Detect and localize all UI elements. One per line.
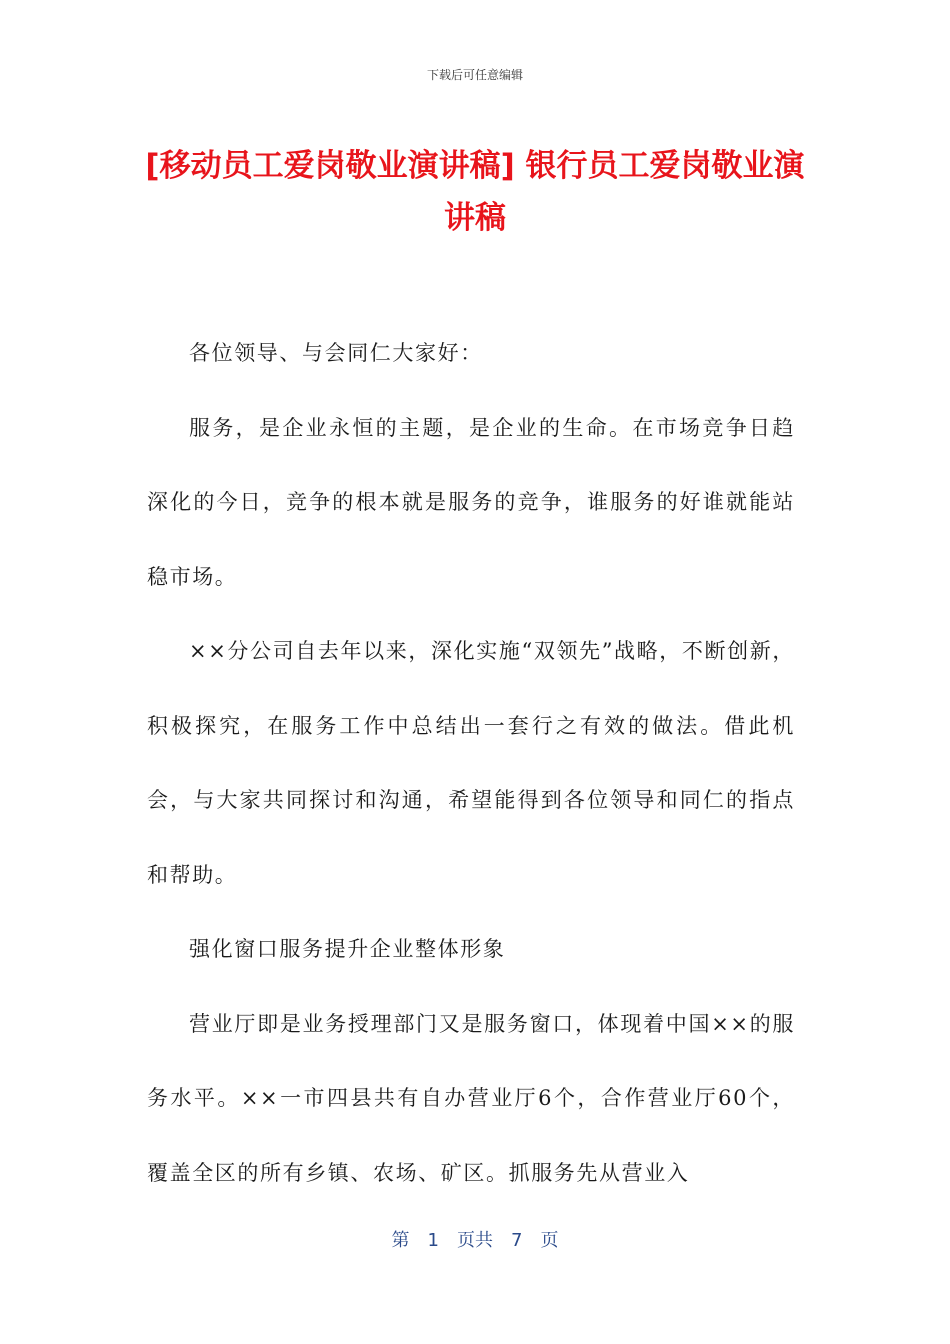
paragraph-greeting: 各位领导、与会同仁大家好： bbox=[189, 341, 483, 365]
footer-total-pages: 7 bbox=[511, 1230, 523, 1251]
footer-current-page: 1 bbox=[427, 1230, 439, 1251]
paragraph-business-hall: 营业厅即是业务授理部门又是服务窗口，体现着中国××的服务水平。××一市四县共有自办营业厅6个，合作营业厅60个，覆盖全区的所有乡镇、农场、矿区。抓服务先从营业入 bbox=[147, 1011, 795, 1185]
document-body bbox=[147, 316, 795, 1210]
document-title: [移动员工爱岗敬业演讲稿] 银行员工爱岗敬业演讲稿 bbox=[145, 148, 805, 236]
paragraph-branch-strategy: ××分公司自去年以来，深化实施“双领先”战略，不断创新，积极探究，在服务工作中总结出一套行之有效的做法。借此机会，与大家共同探讨和沟通，希望能得到各位领导和同仁的指点和帮助。 bbox=[147, 639, 795, 887]
footer-page-mid: 页共 bbox=[457, 1230, 493, 1251]
paragraph-section-heading: 强化窗口服务提升企业整体形象 bbox=[189, 937, 506, 961]
page-footer bbox=[0, 1226, 950, 1252]
footer-page-suffix: 页 bbox=[540, 1230, 559, 1251]
paragraph-service-theme: 服务，是企业永恒的主题，是企业的生命。在市场竞争日趋深化的今日，竞争的根本就是服务的竞争，谁服务的好谁就能站稳市场。 bbox=[147, 415, 795, 589]
footer-page-prefix: 第 bbox=[391, 1230, 410, 1251]
header-note: 下载后可任意编辑 bbox=[426, 68, 523, 82]
